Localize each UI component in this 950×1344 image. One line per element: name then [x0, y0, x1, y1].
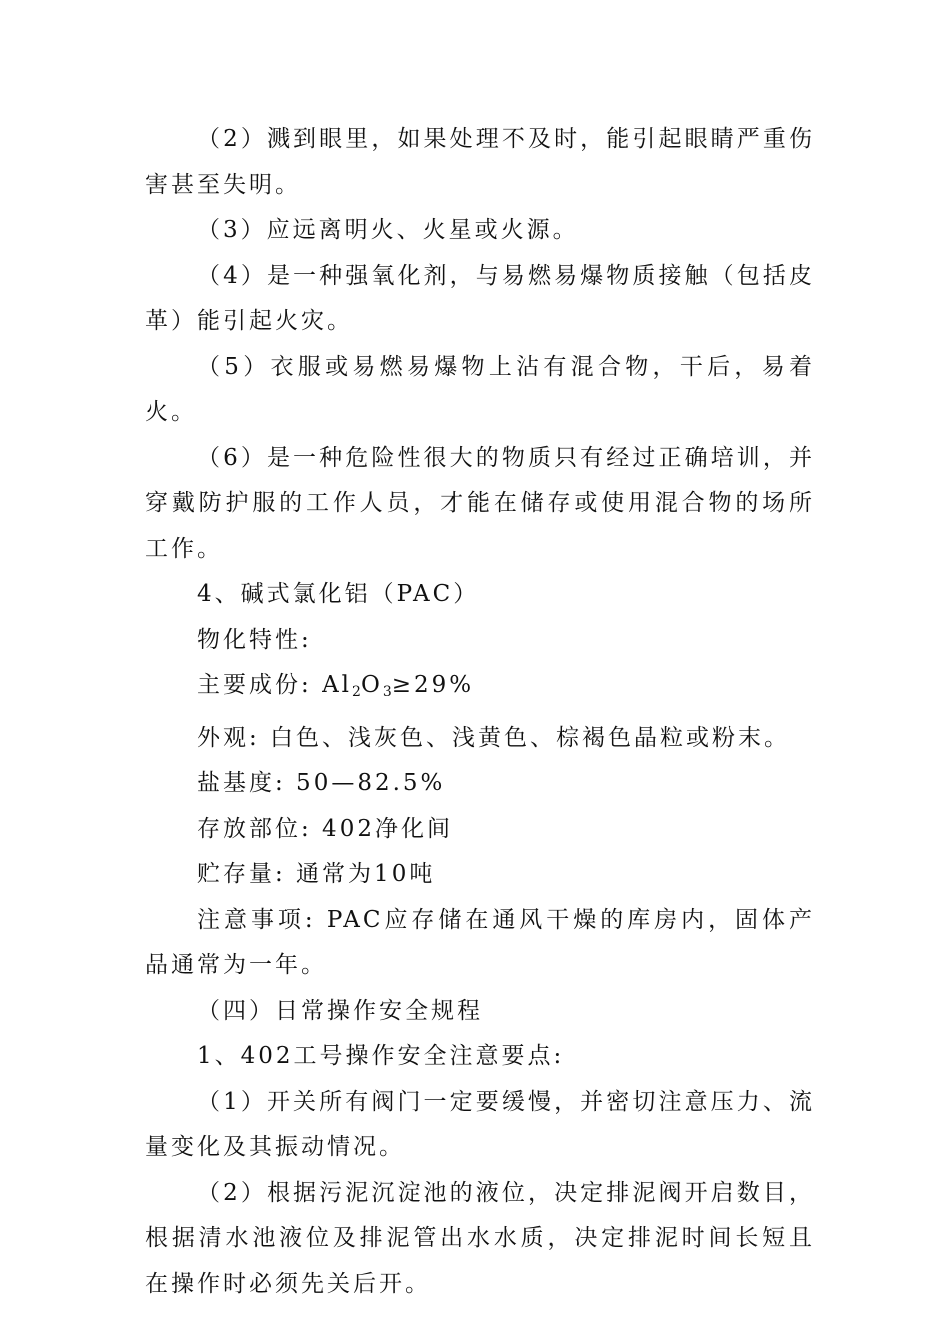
formula-o: O: [360, 672, 383, 698]
component-label: 主要成份:: [197, 672, 323, 698]
section-heading-pac: 4、碱式氯化铝（PAC）: [197, 581, 480, 607]
section-heading-402-safety: 1、402工号操作安全注意要点:: [197, 1043, 565, 1069]
paragraph-storage-amount: 贮存量: 通常为10吨: [197, 861, 436, 887]
section-heading-daily-operation: （四）日常操作安全规程: [197, 997, 483, 1024]
paragraph-splash-eyes: （2）溅到眼里，如果处理不及时，能引起眼睛严重伤害甚至失明。: [145, 126, 815, 198]
paragraph-physical-properties: 物化特性:: [197, 626, 312, 653]
paragraph-precautions: 注意事项: PAC应存储在通风干燥的库房内，固体产品通常为一年。: [145, 906, 815, 978]
paragraph-storage-location: 存放部位: 402净化间: [197, 815, 453, 842]
formula-sub-2: 2: [352, 684, 361, 700]
formula-sub-3: 3: [382, 684, 392, 700]
paragraph-basicity: 盐基度: 50—82.5%: [197, 770, 446, 796]
paragraph-clothing-flammable: （5）衣服或易燃易爆物上沾有混合物，干后，易着火。: [145, 353, 815, 425]
document-body: [145, 117, 815, 1307]
paragraph-appearance: 外观: 白色、浅灰色、浅黄色、棕褐色晶粒或粉末。: [197, 724, 791, 751]
paragraph-valves: （1）开关所有阀门一定要缓慢，并密切注意压力、流量变化及其振动情况。: [145, 1088, 815, 1160]
paragraph-keep-away-fire: （3）应远离明火、火星或火源。: [197, 217, 579, 243]
paragraph-dangerous-substance: （6）是一种危险性很大的物质只有经过正确培训，并穿戴防护服的工作人员，才能在储存或使用混合物的场所工作。: [145, 444, 815, 562]
component-value: ≥29%: [391, 672, 475, 698]
paragraph-main-component: [145, 663, 815, 716]
formula-al: Al: [322, 672, 353, 698]
paragraph-sludge-discharge: （2）根据污泥沉淀池的液位，决定排泥阀开启数目，根据清水池液位及排泥管出水水质，决定排泥时间长短且在操作时必须先关后开。: [145, 1179, 815, 1297]
paragraph-strong-oxidizer: （4）是一种强氧化剂，与易燃易爆物质接触（包括皮革）能引起火灾。: [145, 262, 815, 334]
